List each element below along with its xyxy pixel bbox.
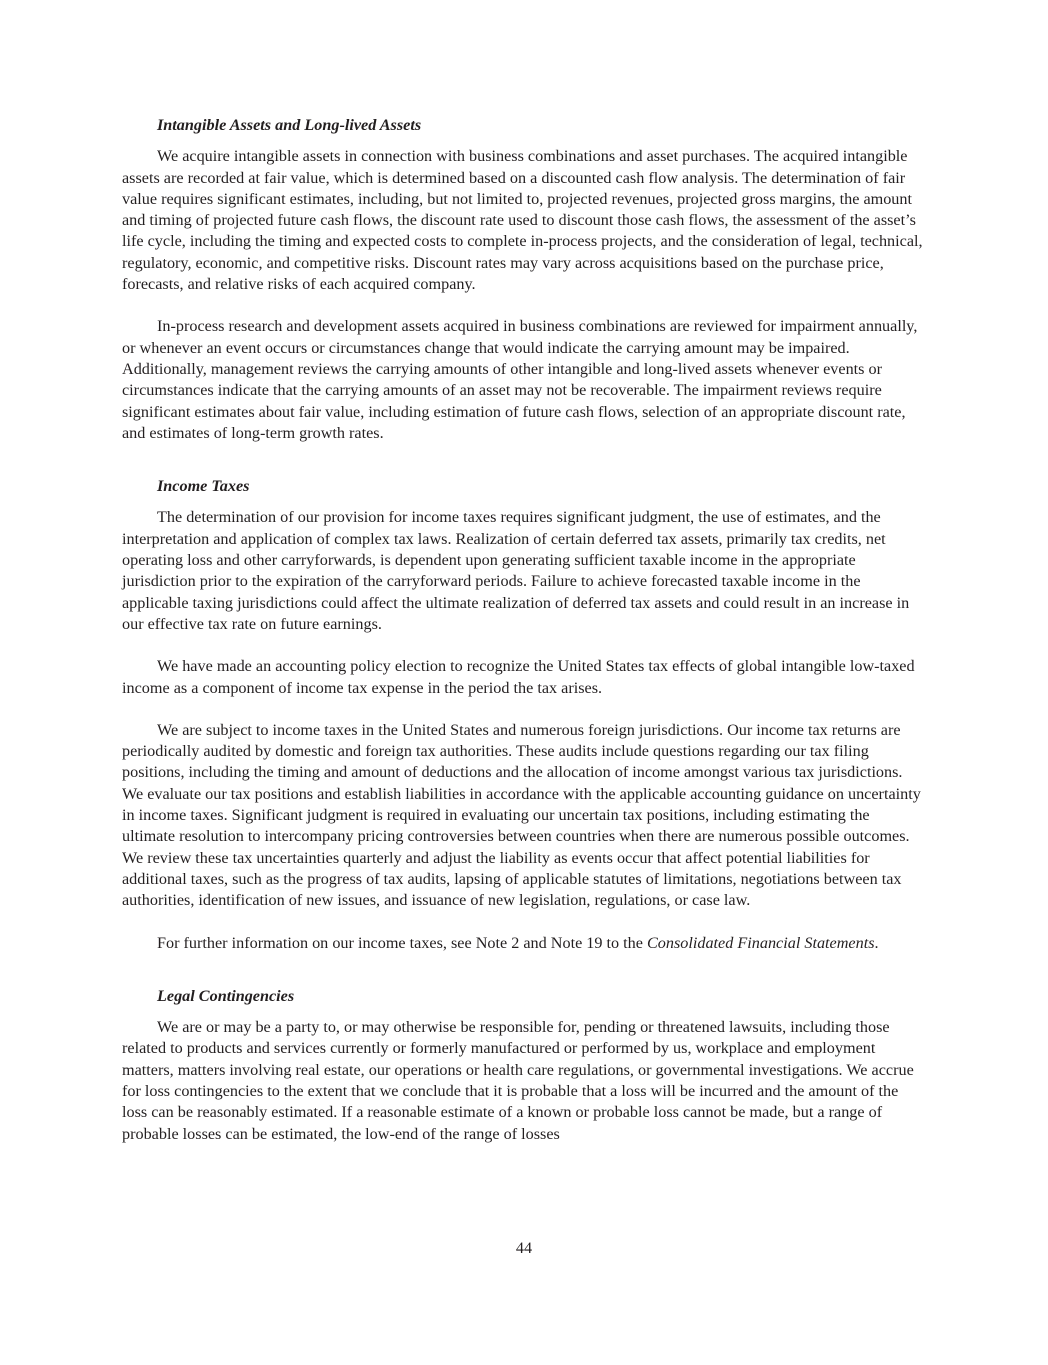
further-info-prefix: For further information on our income taxes, see Note 2 and Note 19 to the — [157, 933, 647, 952]
paragraph-income-taxes-further-info — [122, 933, 924, 954]
section-heading-intangible-assets: Intangible Assets and Long-lived Assets — [157, 116, 422, 134]
section-heading-income-taxes: Income Taxes — [157, 477, 250, 496]
further-info-reference: Consolidated Financial Statements — [647, 933, 875, 952]
page-number: 44 — [515, 1239, 533, 1257]
document-page — [122, 115, 924, 1145]
paragraph-intangible-assets-2: In-process research and development assets acquired in business combinations are reviewed for impairment annually, or whenever an event occurs or circumstances change that would indicate the carrying amount may be impaired. Additionally, management reviews the carrying amounts of other intangible and long-lived assets whenever events or circumstances indicate that the carrying amounts of an asset may not be recoverable. The impairment reviews require significant estimates about fair value, including estimation of future cash flows, selection of an appropriate discount rate, and estimates of long-term growth rates. — [122, 317, 918, 442]
paragraph-income-taxes-3: We are subject to income taxes in the United States and numerous foreign jurisdictions. Our income tax returns are periodically audited by domestic and foreign tax authorities. These audits include questions regarding our tax filing positions, including the timing and amount of deductions and the allocation of income amongst various tax jurisdictions. We evaluate our tax positions and establish liabilities in accordance with the applicable accounting guidance on uncertainty in income taxes. Significant judgment is required in evaluating our uncertain tax positions, including estimating the ultimate resolution to intercompany pricing controversies between countries when there are numerous possible outcomes. We review these tax uncertainties quarterly and adjust the liability as events occur that affect potential liabilities for additional taxes, such as the progress of tax audits, lapsing of applicable statutes of limitations, negotiations between tax authorities, identification of new issues, and issuance of new legislation, regulations, or case law. — [122, 720, 921, 910]
paragraph-legal-contingencies-1: We are or may be a party to, or may otherwise be responsible for, pending or threatened lawsuits, including those related to products and services currently or formerly manufactured or performed by us, workplace and employment matters, matters involving real estate, our operations or health care regulations, or governmental investigations. We accrue for loss contingencies to the extent that we conclude that it is probable that a loss will be incurred and the amount of the loss can be reasonably estimated. If a reasonable estimate of a known or probable loss cannot be made, but a range of probable losses can be estimated, the low-end of the range of losses — [122, 1018, 914, 1143]
paragraph-income-taxes-1: The determination of our provision for income taxes requires significant judgment, the use of estimates, and the interpretation and application of complex tax laws. Realization of certain deferred tax assets, primarily tax credits, net operating loss and other carryforwards, is dependent upon generating sufficient taxable income in the appropriate jurisdiction prior to the expiration of the carryforward periods. Failure to achieve forecasted taxable income in the applicable taxing jurisdictions could affect the ultimate realization of deferred tax assets and could result in an increase in our effective tax rate on future earnings. — [122, 508, 910, 633]
paragraph-income-taxes-2: We have made an accounting policy election to recognize the United States tax effects of global intangible low-taxed income as a component of income tax expense in the period the tax arises. — [122, 657, 915, 697]
section-heading-legal-contingencies: Legal Contingencies — [157, 986, 295, 1005]
further-info-suffix: . — [874, 933, 879, 952]
paragraph-intangible-assets-1: We acquire intangible assets in connection with business combinations and asset purchases. The acquired intangible assets are recorded at fair value, which is determined based on a discounted cash flow analysis. The determination of fair value requires significant estimates, including, but not limited to, projected revenues, projected gross margins, the amount and timing of projected future cash flows, the discount rate used to discount those cash flows, the assessment of the asset’s life cycle, including the timing and expected costs to complete in-process projects, and the consideration of legal, technical, regulatory, economic, and competitive risks. Discount rates may vary across acquisitions based on the purchase price, forecasts, and relative risks of each acquired company. — [122, 147, 923, 294]
